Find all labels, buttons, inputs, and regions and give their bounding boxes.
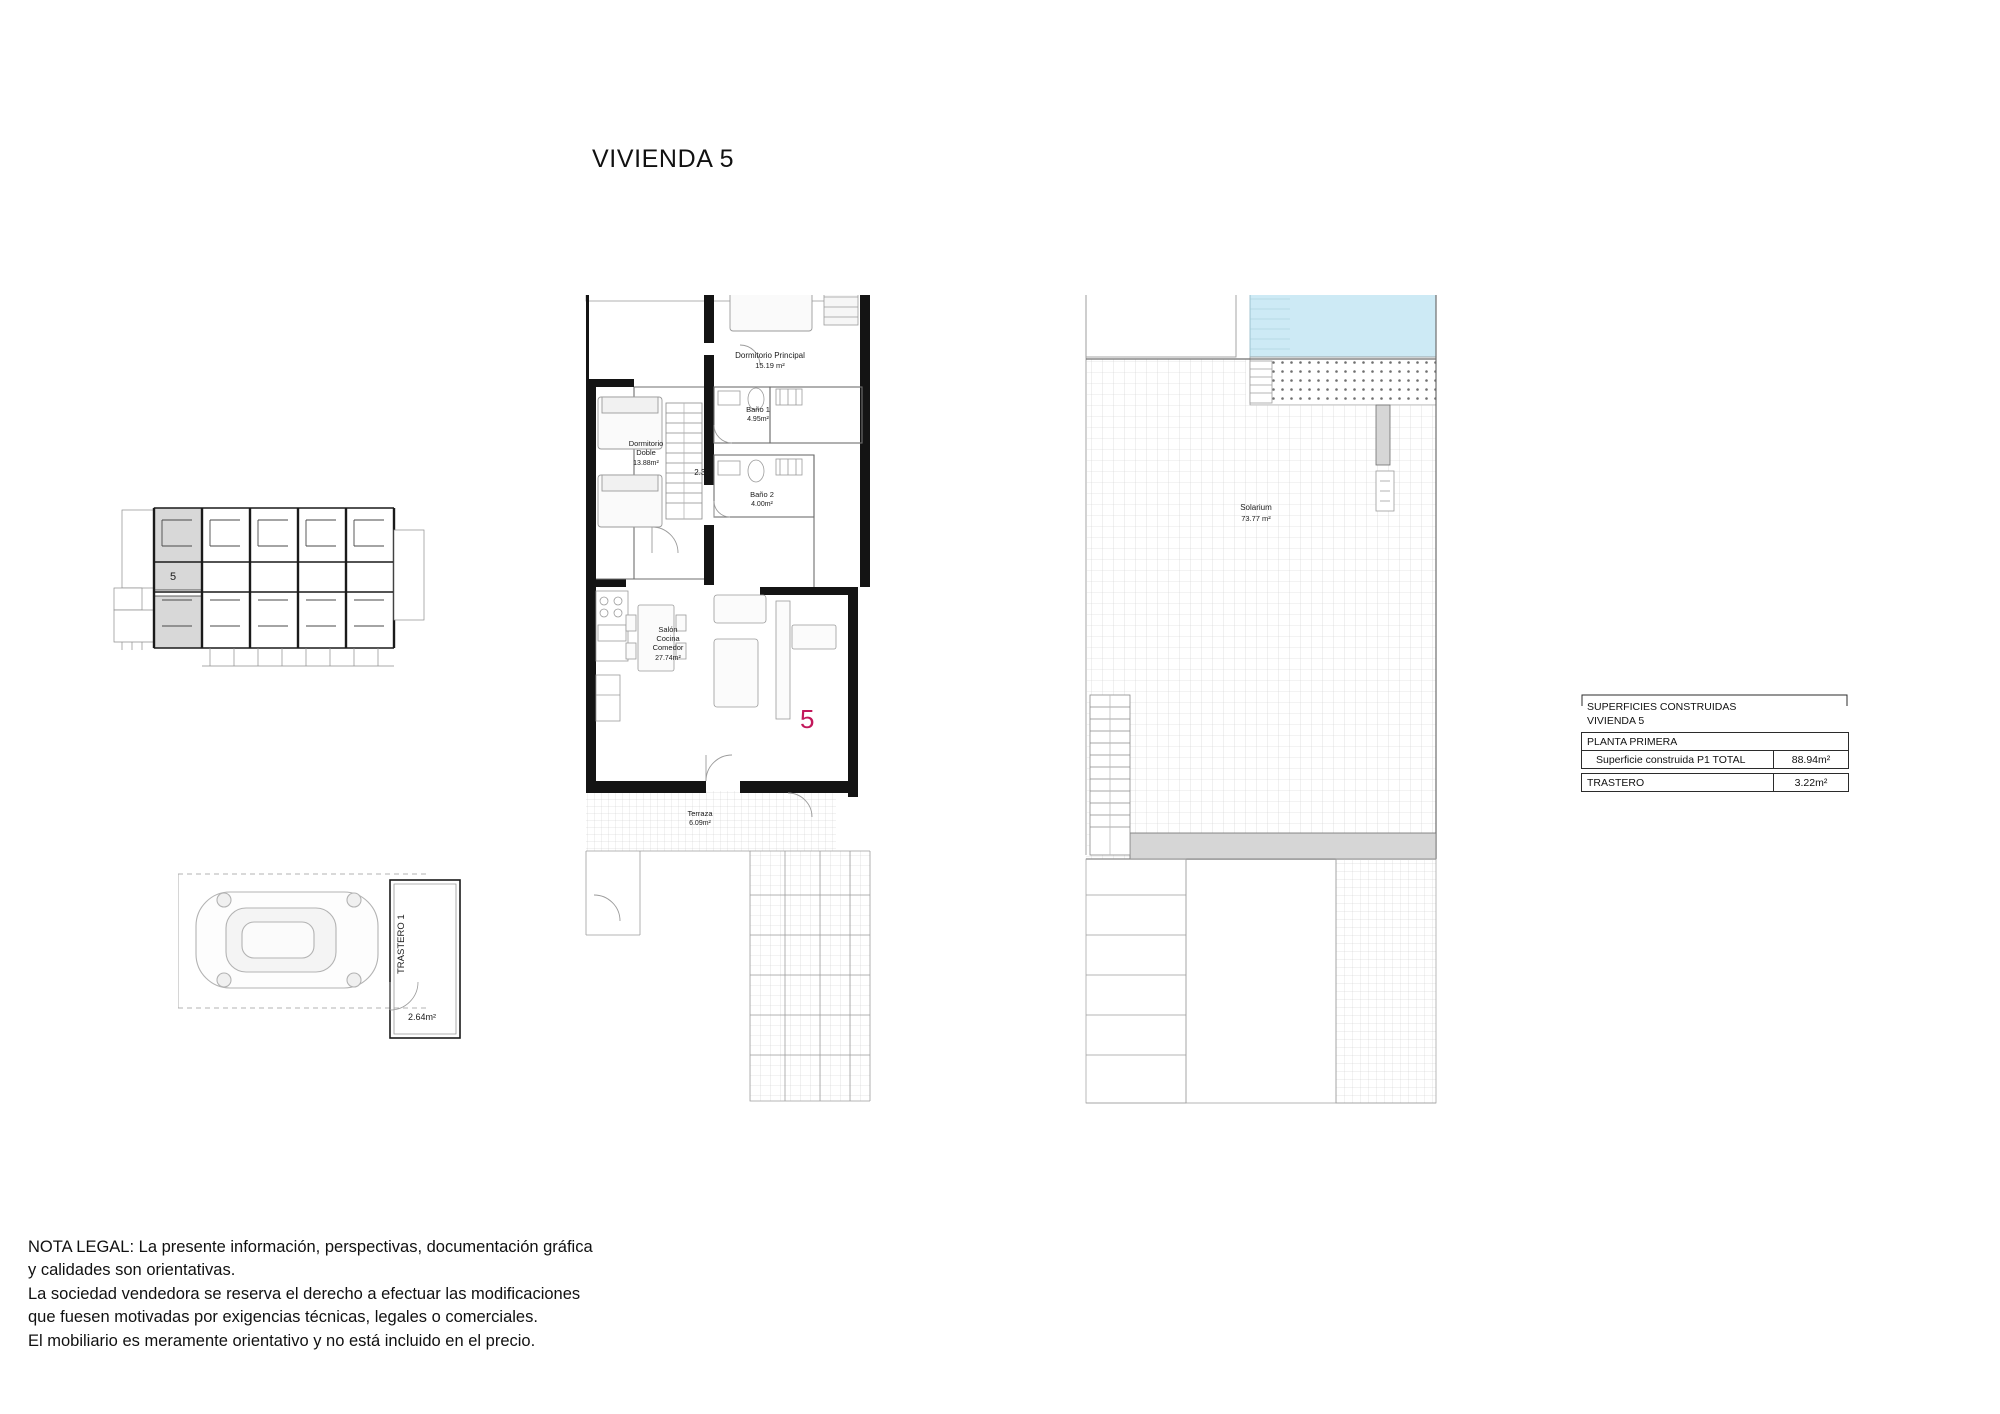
room-label-salon-2: Cocina [656, 634, 680, 643]
dimension-230: 2.30 [694, 468, 710, 477]
room-label-dormitorio-doble-1: Dormitorio [628, 439, 664, 448]
pool-area [1250, 295, 1436, 357]
legal-note [28, 1236, 788, 1353]
legal-line-2: y calidades son orientativas. [28, 1261, 236, 1280]
legal-line-4: que fuesen motivadas por exigencias técnicas, legales o comerciales. [28, 1308, 538, 1327]
room-area-bano-1: 4.95m² [747, 416, 769, 423]
room-label-salon-1: Salón [658, 625, 678, 634]
site-key-plan [110, 500, 490, 680]
room-label-salon-3: Comedor [652, 643, 684, 652]
surfaces-label-total-p1: Superficie construida P1 TOTAL [1582, 751, 1774, 769]
solarium-plan [1080, 295, 1500, 1165]
surfaces-label-planta-primera: PLANTA PRIMERA [1582, 733, 1849, 751]
surfaces-heading-line2: VIVIENDA 5 [1587, 715, 1645, 728]
room-label-dormitorio-doble-2: Doble [636, 448, 656, 457]
garage-trastero-plan [178, 870, 498, 1050]
surfaces-value-total-p1: 88.94m² [1774, 751, 1849, 769]
solarium-area: 73.77 m² [1241, 514, 1271, 523]
keyplan-unit-label: 5 [170, 571, 177, 583]
room-area-salon: 27.74m² [655, 655, 681, 662]
room-area-dormitorio-principal: 15.19 m² [755, 361, 785, 370]
room-label-terraza: Terraza [687, 809, 713, 818]
room-label-dormitorio-principal: Dormitorio Principal [735, 351, 805, 360]
surfaces-rows [1581, 732, 1849, 792]
room-label-bano-2: Baño 2 [750, 490, 774, 499]
surfaces-label-trastero: TRASTERO [1582, 774, 1774, 792]
surfaces-heading-line1: SUPERFICIES CONSTRUIDAS [1587, 701, 1737, 713]
legal-line-3: La sociedad vendedora se reserva el derecho a efectuar las modificaciones [28, 1284, 581, 1303]
room-area-bano-2: 4.00m² [751, 501, 773, 508]
surfaces-row-planta-primera [1582, 733, 1849, 751]
surfaces-row-trastero [1582, 774, 1849, 792]
garage-room-area: 2.64m² [408, 1012, 437, 1022]
room-area-dormitorio-doble: 13.88m² [633, 460, 659, 467]
page-title: VIVIENDA 5 [592, 145, 735, 173]
solarium-label: Solarium [1240, 503, 1272, 512]
garage-room-label: TRASTERO 1 [396, 914, 407, 974]
legal-line-5: El mobiliario es meramente orientativo y no está incluido en el precio. [28, 1331, 536, 1350]
floor-plan-planta-primera [580, 295, 1000, 1165]
room-area-terraza: 6.09m² [689, 820, 711, 827]
room-label-bano-1: Baño 1 [746, 405, 770, 414]
surfaces-heading [1587, 700, 1736, 728]
plan-unit-marker: 5 [800, 704, 815, 734]
surfaces-row-total-p1 [1582, 751, 1849, 769]
legal-line-1: NOTA LEGAL: La presente información, perspectivas, documentación gráfica [28, 1238, 593, 1256]
surfaces-value-trastero: 3.22m² [1774, 774, 1849, 792]
